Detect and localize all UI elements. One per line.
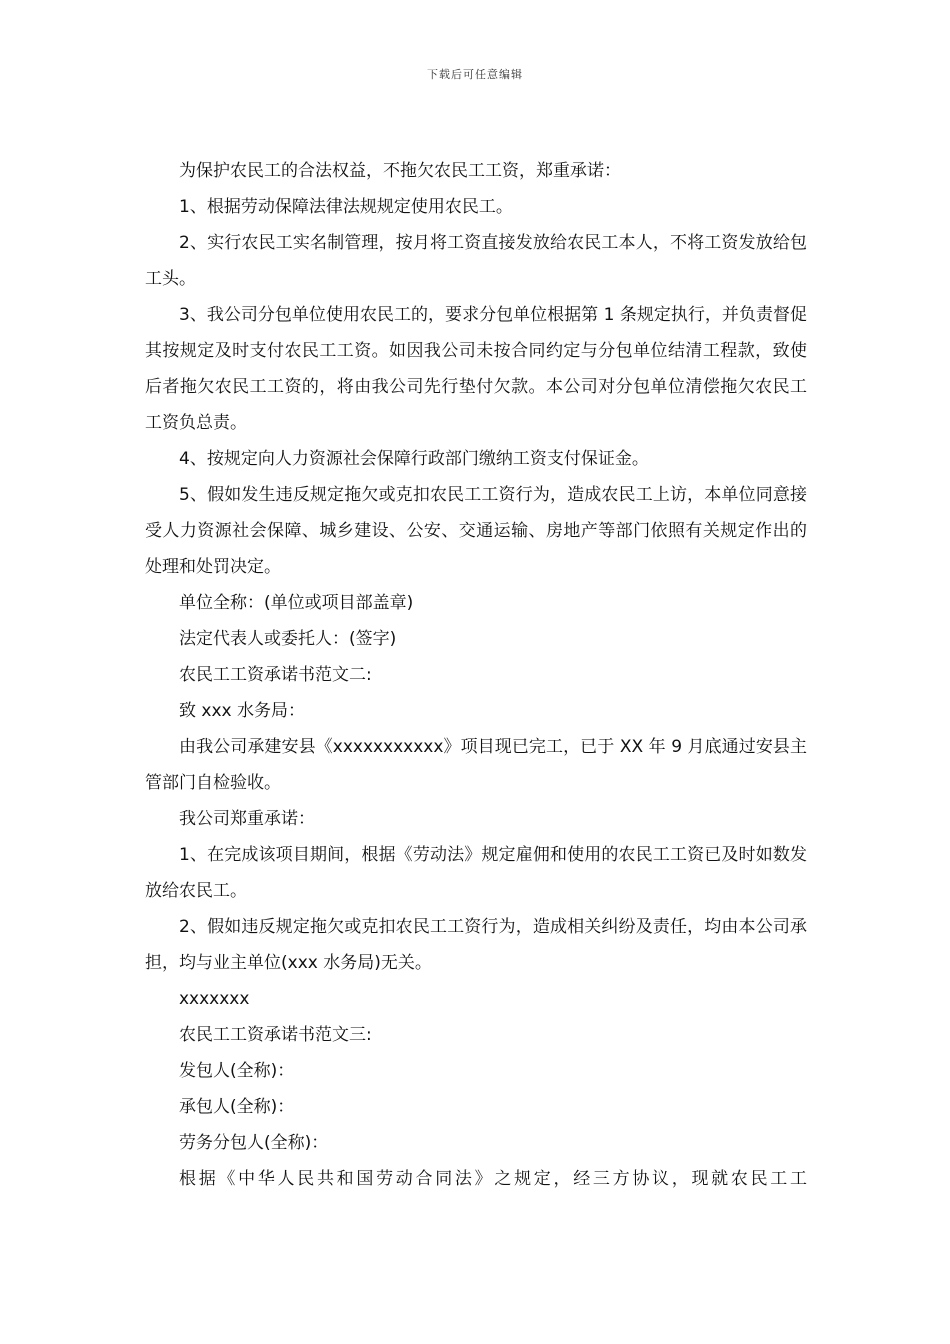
paragraph-representative: 法定代表人或委托人：(签字) (179, 629, 397, 649)
paragraph-item-1: 1、根据劳动保障法律法规规定使用农民工。 (179, 197, 513, 217)
paragraph-item-5: 5、假如发生违反规定拖欠或克扣农民工工资行为，造成农民工上访，本单位同意接受人力资源社会保障、城乡建设、公安、交通运输、房地产等部门依照有关规定作出的处理和处罚决定。 (145, 485, 807, 577)
paragraph-project: 由我公司承建安县《xxxxxxxxxxx》项目现已完工，已于 XX 年 9 月底通过安县主管部门自检验收。 (145, 737, 807, 793)
paragraph-item-4: 4、按规定向人力资源社会保障行政部门缴纳工资支付保证金。 (179, 449, 649, 469)
paragraph-item-3: 3、我公司分包单位使用农民工的，要求分包单位根据第 1 条规定执行，并负责督促其按规定及时支付农民工工资。如因我公司未按合同约定与分包单位结清工程款，致使后者拖欠农民工工资的，将由我公司先行垫付欠款。本公司对分包单位清偿拖欠农民工工资负总责。 (145, 305, 807, 433)
paragraph-employer: 发包人(全称)： (179, 1061, 295, 1081)
header-note: 下载后可任意编辑 (427, 68, 523, 81)
paragraph-contractor: 承包人(全称)： (179, 1097, 295, 1117)
paragraph-unit-name: 单位全称：(单位或项目部盖章) (179, 593, 414, 613)
paragraph-pledge: 我公司郑重承诺： (179, 809, 315, 829)
paragraph-sample-2-title: 农民工工资承诺书范文二: (179, 665, 372, 685)
paragraph-sample-2-item-1: 1、在完成该项目期间，根据《劳动法》规定雇佣和使用的农民工工资已及时如数发放给农民工。 (145, 845, 807, 901)
paragraph-item-2: 2、实行农民工实名制管理，按月将工资直接发放给农民工本人，不将工资发放给包工头。 (145, 233, 807, 289)
paragraph-sample-3-title: 农民工工资承诺书范文三: (179, 1025, 372, 1045)
paragraph-intro: 为保护农民工的合法权益，不拖欠农民工工资，郑重承诺： (179, 161, 621, 181)
paragraph-addressee: 致 xxx 水务局： (179, 701, 305, 721)
paragraph-sample-2-item-2: 2、假如违反规定拖欠或克扣农民工工资行为，造成相关纠纷及责任，均由本公司承担，均与业主单位(xxx 水务局)无关。 (145, 917, 807, 973)
paragraph-agreement: 根据《中华人民共和国劳动合同法》之规定，经三方协议，现就农民工工 (179, 1169, 807, 1189)
document-body (145, 153, 807, 1197)
paragraph-subcontractor: 劳务分包人(全称)： (179, 1133, 329, 1153)
paragraph-signature: xxxxxxx (179, 989, 250, 1009)
